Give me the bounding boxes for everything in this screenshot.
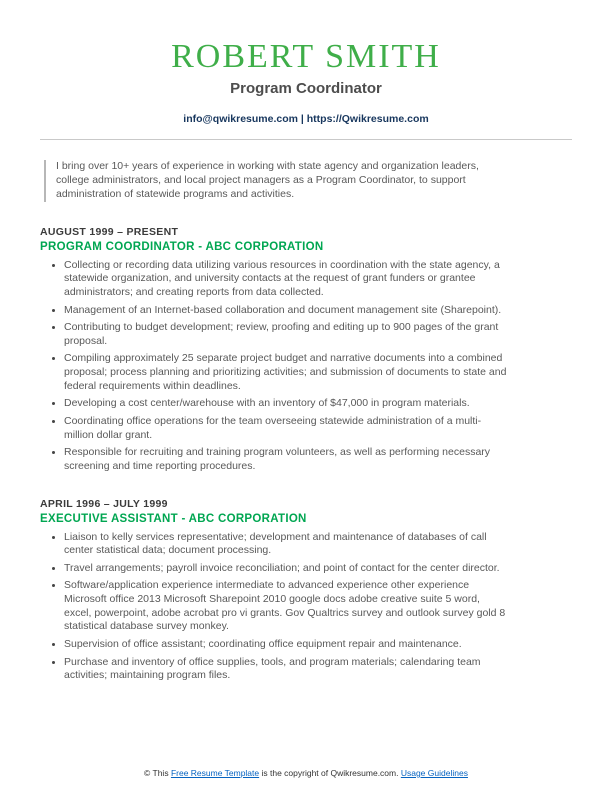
job-section-executive-assistant [40,498,572,683]
job-bullet-list [40,531,572,683]
footer-prefix: © This [144,768,171,778]
job-bullet: • Travel arrangements; payroll invoice reconciliation; and point of contact for the center director. [64,562,510,576]
job-bullet: • Software/application experience intermediate to advanced experience other experience Microsoft office 2013 Microsoft Sharepoint 2010 google docs adobe creative suite 5 word, excel, powerpoint, adobe acrobat pro vi grants. Gov Qualtrics survey and outlook survey gold 8 statistical database survey monkey. [64,579,510,634]
job-bullet: • Collecting or recording data utilizing various resources in coordination with the state agency, a statewide organization, and university contacts at the request of grant funders or grantee administrators; and creating reports from data collected. [64,259,510,300]
free-resume-template-link[interactable]: Free Resume Template [170,768,260,778]
footer-copyright [0,768,612,778]
job-bullet: • Purchase and inventory of office supplies, tools, and program materials; calendaring team activities; maintaining program files. [64,656,510,683]
job-title: PROGRAM COORDINATOR - ABC CORPORATION [40,240,324,253]
job-dates: AUGUST 1999 – PRESENT [40,225,179,238]
resume-name: ROBERT SMITH [171,38,441,75]
summary-text: I bring over 10+ years of experience in working with state agency and organization leaders, college administrators, and local project managers as a Program Coordinator, to support administration of statewide programs and activities. [56,160,479,200]
header-divider [40,139,572,140]
job-bullet: • Contributing to budget development; review, proofing and editing up to 900 pages of the grant proposal. [64,321,510,348]
resume-headline: Program Coordinator [230,80,382,97]
usage-guidelines-link[interactable]: Usage Guidelines [400,768,468,778]
resume-header [40,38,572,140]
job-section-program-coordinator [40,226,572,474]
summary-section [44,160,572,202]
job-bullet: • Compiling approximately 25 separate project budget and narrative documents into a combined proposal; process planning and prioritizing activities; and submission of documents to state and federal requirements within deadlines. [64,352,510,393]
job-bullet: • Developing a cost center/warehouse with an inventory of $47,000 in program materials. [64,397,510,411]
job-bullet-list [40,259,572,474]
job-title: EXECUTIVE ASSISTANT - ABC CORPORATION [40,512,307,525]
footer-middle: is the copyright of Qwikresume.com. [259,768,401,778]
job-bullet: • Management of an Internet-based collaboration and document management site (Sharepoint). [64,304,510,318]
job-dates: APRIL 1996 – JULY 1999 [40,497,168,510]
job-bullet: • Responsible for recruiting and training program volunteers, as well as performing necessary screening and time reporting procedures. [64,446,510,473]
job-bullet: • Liaison to kelly services representative; development and maintenance of databases of call center statistical data; document processing. [64,531,510,558]
contact-info: info@qwikresume.com | https://Qwikresume.com [183,113,429,125]
job-bullet: • Coordinating office operations for the team overseeing statewide administration of a multi-million dollar grant. [64,415,510,442]
job-bullet: • Supervision of office assistant; coordinating office equipment repair and maintenance. [64,638,510,652]
